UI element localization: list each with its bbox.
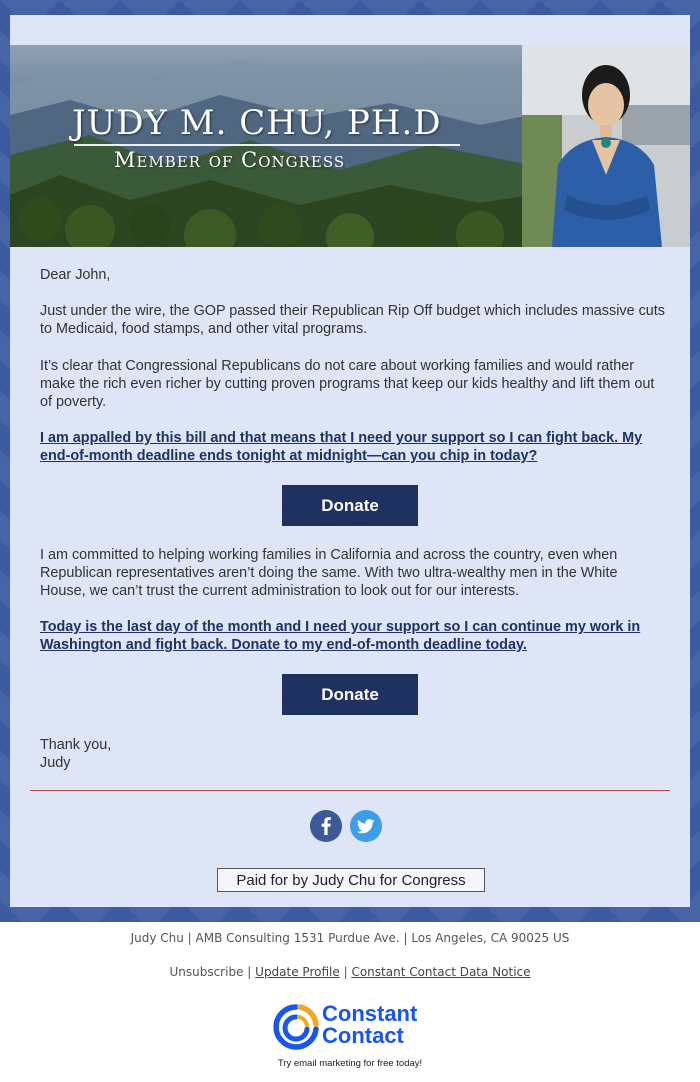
footer-address: Judy Chu | AMB Consulting 1531 Purdue Ave. | Los Angeles, CA 90025 US [130, 931, 570, 945]
closing: Thank you, [40, 737, 112, 753]
header-banner [10, 45, 690, 247]
constant-contact-wordmark[interactable] [322, 1003, 417, 1047]
paid-for-disclaimer: Paid for by Judy Chu for Congress [217, 868, 485, 892]
email-card [10, 15, 690, 907]
donate-button-2[interactable]: Donate [282, 674, 418, 715]
banner-subtitle: Member of Congress [114, 148, 346, 172]
data-notice-link[interactable]: Constant Contact Data Notice [351, 965, 531, 979]
cta-link-2[interactable]: Today is the last day of the month and I need your support so I can continue my work in Washington and fight back. Donate to my end-of-month deadline today. [40, 619, 641, 653]
greeting: Dear John, [40, 267, 111, 283]
brand-tagline[interactable]: Try email marketing for free today! [277, 1058, 423, 1069]
separator: | [343, 965, 348, 979]
update-profile-link[interactable]: Update Profile [255, 965, 340, 979]
banner-divider [74, 144, 460, 146]
twitter-icon[interactable] [350, 810, 382, 842]
portrait-photo [522, 45, 690, 247]
paragraph-3: I am committed to helping working families in California and across the country, even when Republican representatives aren’t doing the same. With two ultra-wealthy men in the White House, we can’t trust the current administration to look out for our interests. [40, 547, 618, 599]
brand-line-1: Constant [322, 1001, 418, 1026]
signature: Judy [40, 755, 71, 771]
footer-divider [30, 790, 670, 791]
paragraph-2: It’s clear that Congressional Republicans do not care about working families and would rather make the rich even richer by cutting proven programs that keep our kids healthy and lift them out of poverty. [40, 358, 655, 410]
facebook-icon[interactable] [310, 810, 342, 842]
banner-title: JUDY M. CHU, PH.D [72, 103, 442, 143]
footer-links [0, 965, 700, 979]
brand-line-2: Contact [322, 1023, 404, 1048]
cta-link-1[interactable]: I am appalled by this bill and that means that I need your support so I can fight back. My end-of-month deadline ends tonight at midnight—can you chip in today? [40, 430, 643, 464]
paragraph-1: Just under the wire, the GOP passed their Republican Rip Off budget which includes massive cuts to Medicaid, food stamps, and other vital programs. [40, 303, 665, 337]
donate-button-1[interactable]: Donate [282, 485, 418, 526]
unsubscribe-link[interactable]: Unsubscribe [169, 965, 244, 979]
separator: | [247, 965, 252, 979]
